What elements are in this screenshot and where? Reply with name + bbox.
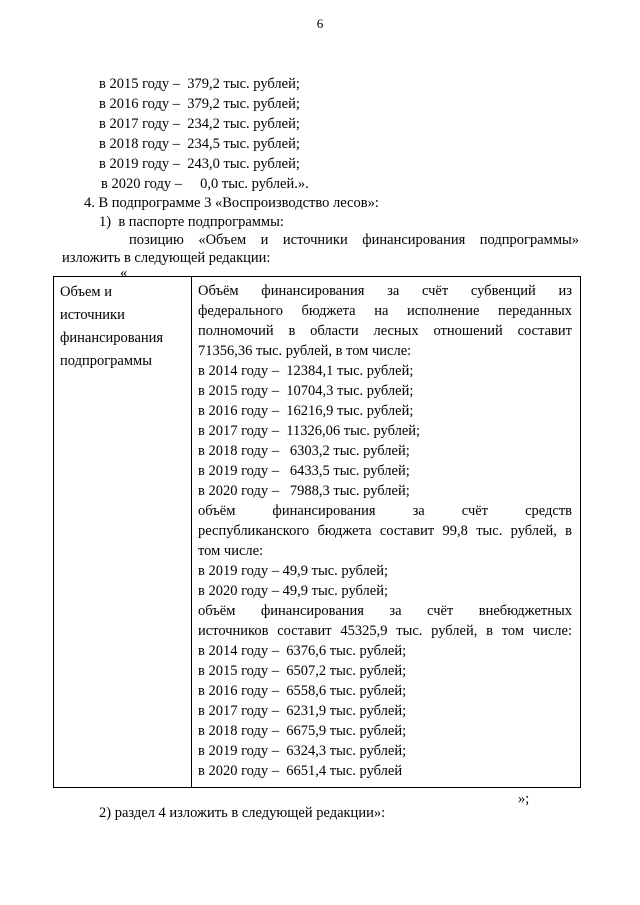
intro-line-2015: в 2015 году – 379,2 тыс. рублей; (99, 76, 300, 92)
left-cell-line: финансирования (60, 330, 164, 346)
right-cell-line: источников составит 45325,9 тыс. рублей, в том числе: (198, 623, 572, 639)
closing-quote: »; (518, 791, 530, 807)
intro-line-2019: в 2019 году – 243,0 тыс. рублей; (99, 156, 300, 172)
position-statement: позицию «Объем и источники финансирования подпрограммы» (129, 232, 579, 248)
right-cell-line: в 2014 году – 6376,6 тыс. рублей; (198, 643, 407, 659)
left-cell-line: источники (60, 307, 125, 323)
intro-line-2020: в 2020 году – 0,0 тыс. рублей.». (101, 176, 309, 192)
right-cell-line: в 2014 году – 12384,1 тыс. рублей; (198, 363, 414, 379)
right-cell-line: том числе: (198, 543, 264, 559)
funding-table (53, 276, 581, 788)
subsection-1-heading: 1) в паспорте подпрограммы: (99, 214, 284, 230)
table-right-cell (198, 281, 572, 781)
right-cell-line: в 2015 году – 10704,3 тыс. рублей; (198, 383, 414, 399)
opening-quote: « (120, 265, 128, 281)
right-cell-line: в 2015 году – 6507,2 тыс. рублей; (198, 663, 407, 679)
right-cell-line: в 2019 году – 6433,5 тыс. рублей; (198, 463, 410, 479)
right-cell-line: полномочий в области лесных отношений составит (198, 323, 572, 339)
position-statement-cont: изложить в следующей редакции: (62, 250, 271, 266)
intro-line-2018: в 2018 году – 234,5 тыс. рублей; (99, 136, 300, 152)
right-cell-line: объём финансирования за счёт внебюджетных (198, 603, 572, 619)
page-number: 6 (316, 16, 324, 31)
right-cell-line: объём финансирования за счёт средств (198, 503, 572, 519)
left-cell-line: подпрограммы (60, 353, 152, 369)
right-cell-line: в 2018 году – 6303,2 тыс. рублей; (198, 443, 410, 459)
table-column-divider (191, 277, 192, 787)
right-cell-line: в 2016 году – 6558,6 тыс. рублей; (198, 683, 407, 699)
right-cell-line: в 2017 году – 6231,9 тыс. рублей; (198, 703, 407, 719)
left-cell-line: Объем и (60, 284, 112, 300)
right-cell-line: 71356,36 тыс. рублей, в том числе: (198, 343, 412, 359)
right-cell-line: Объём финансирования за счёт субвенций из (198, 283, 572, 299)
right-cell-line: в 2020 году – 49,9 тыс. рублей; (198, 583, 389, 599)
section-4-heading: 4. В подпрограмме 3 «Воспроизводство лесов»: (84, 195, 379, 211)
right-cell-line: в 2017 году – 11326,06 тыс. рублей; (198, 423, 421, 439)
right-cell-line: в 2016 году – 16216,9 тыс. рублей; (198, 403, 414, 419)
intro-line-2016: в 2016 году – 379,2 тыс. рублей; (99, 96, 300, 112)
right-cell-line: в 2018 году – 6675,9 тыс. рублей; (198, 723, 407, 739)
right-cell-line: в 2019 году – 6324,3 тыс. рублей; (198, 743, 407, 759)
final-instruction: 2) раздел 4 изложить в следующей редакции»: (99, 805, 386, 821)
right-cell-line: в 2020 году – 7988,3 тыс. рублей; (198, 483, 410, 499)
right-cell-line: в 2020 году – 6651,4 тыс. рублей (198, 763, 403, 779)
intro-line-2017: в 2017 году – 234,2 тыс. рублей; (99, 116, 300, 132)
right-cell-line: федерального бюджета на исполнение переданных (198, 303, 572, 319)
right-cell-line: республиканского бюджета составит 99,8 тыс. рублей, в (198, 523, 572, 539)
table-left-cell (60, 281, 185, 373)
right-cell-line: в 2019 году – 49,9 тыс. рублей; (198, 563, 389, 579)
